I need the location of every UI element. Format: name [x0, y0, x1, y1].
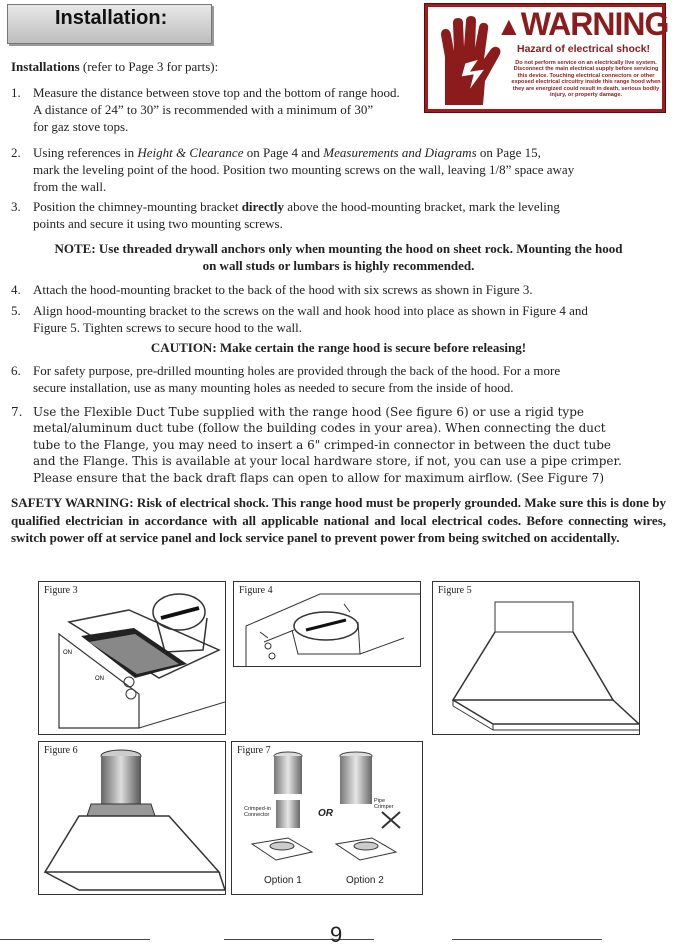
- crimped-connector-label: Crimped-in Connector: [244, 806, 271, 818]
- svg-text:ON: ON: [63, 650, 72, 656]
- figure-6: Figure 6: [38, 741, 226, 895]
- warning-text: Do not perform service on an electrically live system. Disconnect the main electrical supply before servicing this device. Touching electrical connectors or other exposed electrical circuitry inside this range hood when they are energized could result in death, serious bodily injury, or property damage.: [511, 60, 661, 99]
- warning-subtitle: Hazard of electrical shock!: [517, 43, 651, 55]
- warning-title: ▲WARNING: [496, 6, 669, 42]
- figure-7: Figure 7 Crimped-in Connector Pipe Crimper OR Option 1 Option 2: [231, 741, 423, 895]
- safety-warning: SAFETY WARNING: Risk of electrical shock. This range hood must be properly grounded. Make sure this is done by qualified electrician in accordance with all applicable national and local electrical codes. Before connecting wires, switch power off at service panel and lock service panel to prevent power from being switched on accidentally.: [11, 495, 666, 545]
- figure-5: Figure 5: [432, 581, 640, 735]
- figure-3: Figure 3 ON ON: [38, 581, 226, 735]
- footer-rule-left: [0, 939, 150, 940]
- svg-text:ON: ON: [95, 676, 104, 682]
- step-1: 1. Measure the distance between stove top and the bottom of range hood. A distance of 24” to 30” is recommended with a minimum of 30” for gaz stove tops.: [11, 85, 400, 134]
- option-2-label: Option 2: [346, 875, 384, 886]
- pipe-crimper-label: Pipe Crimper: [374, 798, 394, 810]
- mounting-note: NOTE: Use threaded drywall anchors only when mounting the hood on sheet rock. Mounting the hood on wall studs or lumbars is highly recommended.: [54, 241, 623, 273]
- option-1-label: Option 1: [264, 875, 302, 886]
- hood-installed-illustration: [433, 582, 639, 734]
- caution-text: CAUTION: Make certain the range hood is secure before releasing!: [150, 340, 527, 355]
- or-label: OR: [318, 808, 333, 819]
- step-3: 3. Position the chimney-mounting bracket directly above the hood-mounting bracket, mark the leveling points and secure it using two mounting screws.: [11, 199, 560, 231]
- installation-intro: Installations (refer to Page 3 for parts):: [11, 59, 219, 74]
- page-number: 9: [330, 922, 343, 947]
- footer-rule-right: [452, 939, 602, 940]
- figure-4: Figure 4: [233, 581, 421, 667]
- step-4: 4. Attach the hood-mounting bracket to the back of the hood with six screws as shown in Figure 3.: [11, 282, 533, 297]
- section-title: Installation:: [55, 7, 168, 29]
- step-6: 6. For safety purpose, pre-drilled mounting holes are provided through the back of the hood. For a more secure installation, use as many mounting holes as needed to secure from the inside of hood.: [11, 363, 561, 395]
- footer-rule-middle: [224, 939, 374, 940]
- flexible-duct-illustration: [39, 742, 225, 894]
- step-5: 5. Align hood-mounting bracket to the screws on the wall and hook hood into place as shown in Figure 4 and Figure 5. Tighten screws to secure hood to the wall.: [11, 303, 588, 335]
- step-7: 7. Use the Flexible Duct Tube supplied with the range hood (See figure 6) or use a rigid type metal/aluminum duct tube (follow the building codes in your area). When connecting the duct tube to the Flange, you may need to insert a 6" crimped-in connector in between the duct tube and the Flange. This is available at your local hardware store, if not, you can use a pipe crimper. Please ensure that the back draft flaps can open to allow for maximum airflow. (See Figure 7): [11, 405, 622, 485]
- hood-bracket-illustration: [39, 582, 225, 734]
- step-2: 2. Using references in Height & Clearance on Page 4 and Measurements and Diagrams on Page 15, mark the leveling point of the hood. Position two mounting screws on the wall, leaving 1/8” space away from the wall.: [11, 145, 575, 194]
